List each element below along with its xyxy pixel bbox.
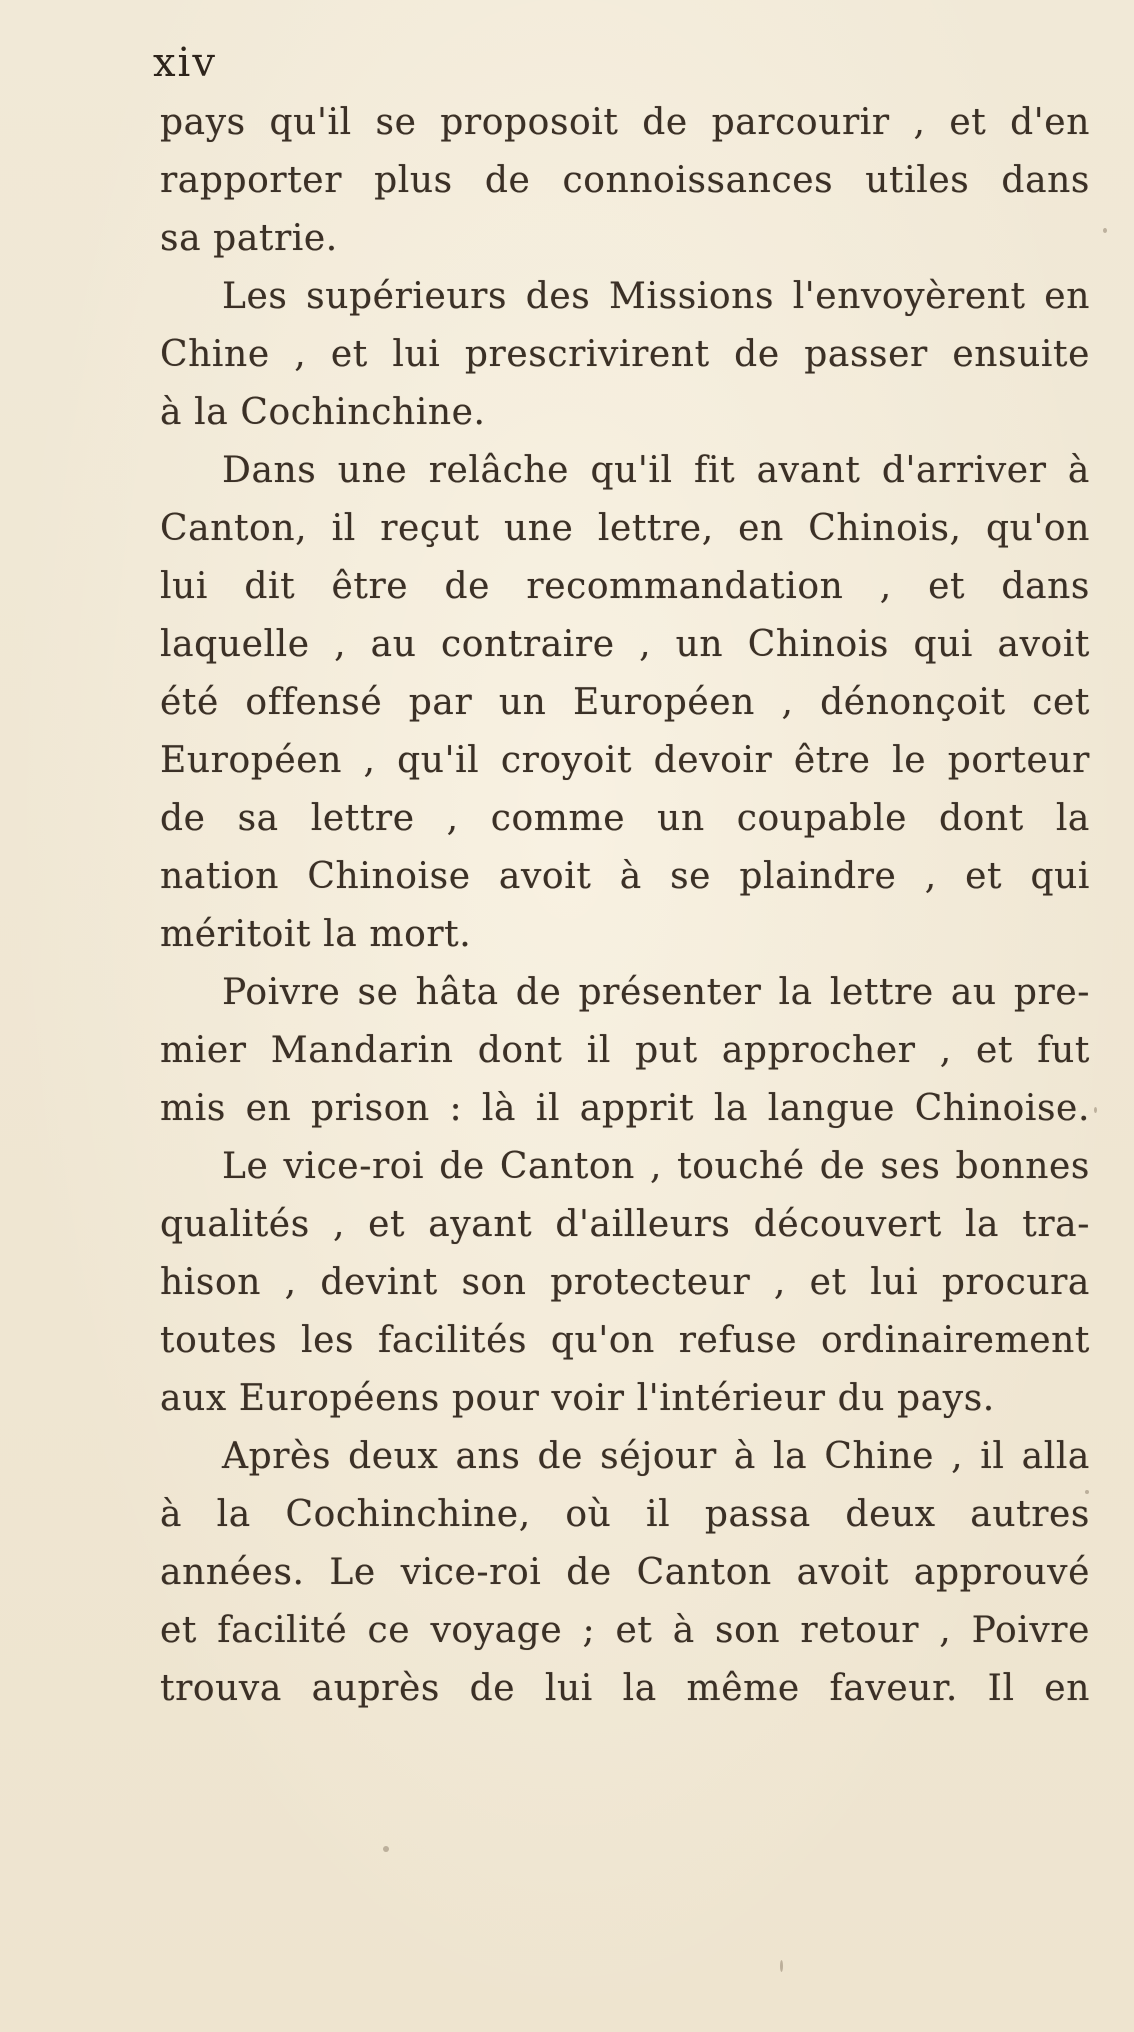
text-line: Européen , qu'il croyoit devoir être le porteur bbox=[160, 740, 1090, 781]
text-line: Dans une relâche qu'il fit avant d'arriver à bbox=[222, 450, 1090, 491]
text-line: Chine , et lui prescrivirent de passer ensuite bbox=[160, 334, 1090, 375]
paper-speck bbox=[780, 1960, 783, 1972]
page-number: xiv bbox=[153, 40, 217, 86]
text-line: toutes les facilités qu'on refuse ordinairement bbox=[160, 1320, 1090, 1361]
text-line: de sa lettre , comme un coupable dont la bbox=[160, 798, 1090, 839]
text-line: rapporter plus de connoissances utiles dans bbox=[160, 160, 1090, 201]
text-line: qualités , et ayant d'ailleurs découvert la tra- bbox=[160, 1204, 1090, 1245]
text-line: Le vice-roi de Canton , touché de ses bonnes bbox=[222, 1146, 1090, 1187]
text-line: aux Européens pour voir l'intérieur du pays. bbox=[160, 1378, 995, 1419]
text-line: nation Chinoise avoit à se plaindre , et qui bbox=[160, 856, 1090, 897]
text-line: Canton, il reçut une lettre, en Chinois, qu'on bbox=[160, 508, 1090, 549]
text-line: trouva auprès de lui la même faveur. Il en bbox=[160, 1668, 1090, 1709]
text-line: mis en prison : là il apprit la langue Chinoise. bbox=[160, 1088, 1090, 1129]
text-line: à la Cochinchine, où il passa deux autres bbox=[160, 1494, 1090, 1535]
paper-speck bbox=[1085, 1490, 1089, 1494]
text-line: sa patrie. bbox=[160, 218, 338, 259]
text-line: Les supérieurs des Missions l'envoyèrent en bbox=[222, 276, 1090, 317]
text-line: Après deux ans de séjour à la Chine , il alla bbox=[222, 1436, 1090, 1477]
text-line: été offensé par un Européen , dénonçoit cet bbox=[160, 682, 1090, 723]
body-text bbox=[160, 94, 1090, 1718]
text-line: Poivre se hâta de présenter la lettre au pre- bbox=[222, 972, 1090, 1013]
text-line: pays qu'il se proposoit de parcourir , et d'en bbox=[160, 102, 1090, 143]
text-line: hison , devint son protecteur , et lui procura bbox=[160, 1262, 1090, 1303]
paper-speck bbox=[1103, 228, 1107, 233]
text-line: mier Mandarin dont il put approcher , et fut bbox=[160, 1030, 1090, 1071]
paper-speck bbox=[383, 1846, 389, 1852]
text-line: laquelle , au contraire , un Chinois qui avoit bbox=[160, 624, 1090, 665]
text-line: à la Cochinchine. bbox=[160, 392, 486, 433]
text-line: années. Le vice-roi de Canton avoit approuvé bbox=[160, 1552, 1090, 1593]
paper-speck bbox=[1094, 1107, 1097, 1113]
text-line: méritoit la mort. bbox=[160, 914, 472, 955]
text-line: et facilité ce voyage ; et à son retour , Poivre bbox=[160, 1610, 1090, 1651]
text-line: lui dit être de recommandation , et dans bbox=[160, 566, 1090, 607]
